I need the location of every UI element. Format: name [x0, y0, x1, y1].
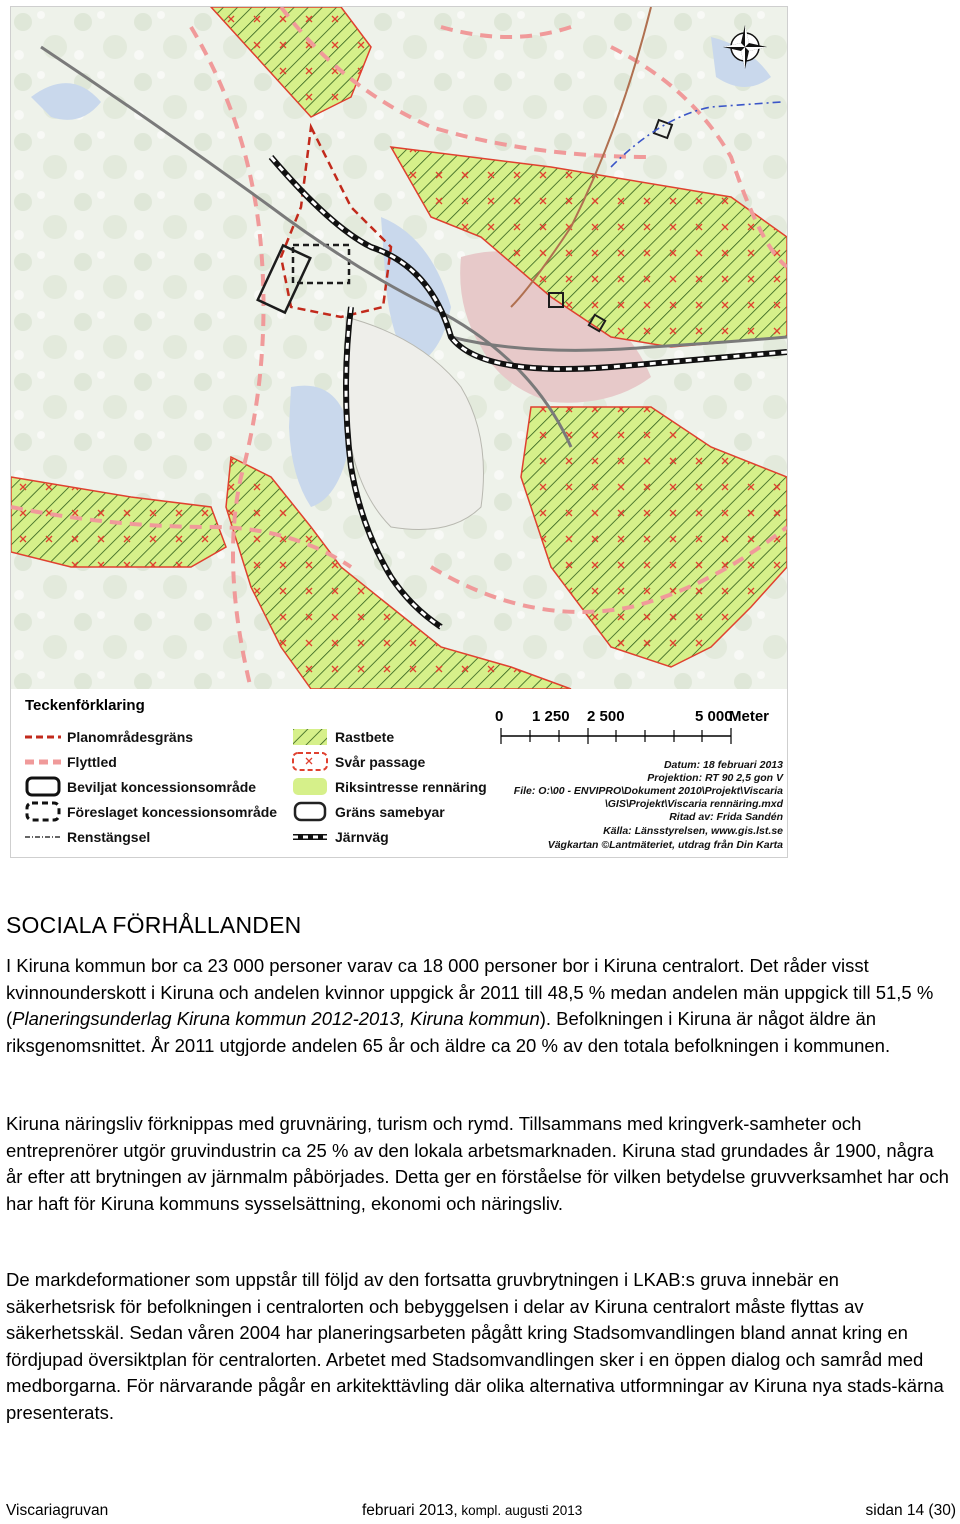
meta-file-2: \GIS\Projekt\Viscaria rennäring.mxd [604, 798, 783, 810]
scale-label-5000: 5 000 [695, 708, 733, 725]
paragraph-industry: Kiruna näringsliv förknippas med gruvnäring, turism och rymd. Tillsammans med kringverk-samheter och entreprenörer utgör gruvindustrin ca 25 % av den lokala arbetsmarknaden. Kiruna stad grundades år 1900, några år efter att brytningen av järnmalm påbörjades. Detta ger en förståelse för vilken betydelse gruvverksamhet har och har haft för Kiruna kommuns sysselsättning, ekonomi och näringsliv. [6, 1113, 949, 1214]
meta-date: Datum: 18 februari 2013 [663, 759, 783, 771]
scale-label-0: 0 [495, 708, 504, 725]
legend-renstangsel: Renstängsel [67, 829, 151, 845]
legend-jarnvag: Järnväg [335, 829, 389, 845]
legend-foreslaget: Föreslaget koncessionsområde [67, 804, 278, 820]
meta-file-1: File: O:\00 - ENVIPRO\Dokument 2010\Projekt\Viscaria [513, 785, 783, 797]
page-footer [6, 1502, 956, 1524]
paragraph-urban-transformation: De markdeformationer som uppstår till följd av den fortsatta gruvbrytningen i LKAB:s gruva innebär en säkerhetsrisk för befolkningen i centralorten och bebyggelsen i delar av Kiruna centralort måste flyttas av säkerhetsskäl. Sedan våren 2004 har planeringsarbeten pågått kring Stadsomvandlingen bland annat kring en fördjupad översiktplan för centralorten. Arbetet med Stadsomvandlingen sker i en öppen dialog och samråd med medborgarna. För närvarande pågår en arkitekttävling där olika alternativa utformningar av Kiruna nya stads-kärna presenterats. [6, 1269, 944, 1423]
section-heading: SOCIALA FÖRHÅLLANDEN [6, 912, 302, 938]
footer-date [362, 1502, 582, 1520]
footer-date-main: februari 2013, [362, 1502, 458, 1519]
meta-source: Källa: Länsstyrelsen, www.gis.lst.se [603, 825, 783, 837]
rastbete-swatch [293, 729, 327, 745]
legend-planomradesgrans: Planområdesgräns [67, 729, 194, 745]
p1-text-b: ). Befolkningen i Kiruna är något äldre än riksgenomsnittet. År 2011 utgjorde andelen 65 år och äldre ca 20 % av den totala befolkningen i kommunen. [6, 1008, 891, 1056]
meta-drawn-by: Ritad av: Frida Sandén [669, 811, 783, 823]
paragraph-population [6, 953, 951, 1059]
footer-page-number: sidan 14 (30) [865, 1502, 956, 1519]
meta-base-map: Vägkartan ©Lantmäteriet, utdrag från Din Karta [547, 839, 783, 851]
footer-document-name: Viscariagruvan [6, 1502, 109, 1519]
map [10, 6, 788, 858]
legend-svar-passage: Svår passage [335, 754, 426, 770]
legend-flyttled: Flyttled [67, 754, 117, 770]
footer-date-supplement: kompl. augusti 2013 [457, 1503, 583, 1518]
p1-text-a: I Kiruna kommun bor ca 23 000 personer varav ca 18 000 personer bor i Kiruna centralort. Det råder visst kvinnounderskott i Kiruna och andelen kvinnor uppgick år 2011 till 48,5 % medan andelen män uppgick till 51,5 % ( [6, 955, 934, 1029]
legend-title: Teckenförklaring [25, 697, 145, 714]
map-canvas [11, 7, 787, 857]
scale-label-2500: 2 500 [587, 708, 625, 725]
legend-grans-samebyar: Gräns samebyar [335, 804, 445, 820]
riksintresse-swatch [293, 778, 327, 795]
legend-rastbete: Rastbete [335, 729, 395, 745]
legend-beviljat: Beviljat koncessionsområde [67, 779, 257, 795]
scale-label-1250: 1 250 [532, 708, 570, 725]
legend-riksintresse: Riksintresse rennäring [335, 779, 487, 795]
scale-unit: Meter [729, 708, 770, 725]
meta-projection: Projektion: RT 90 2,5 gon V [647, 772, 783, 784]
p1-citation: Planeringsunderlag Kiruna kommun 2012-2013, Kiruna kommun [12, 1008, 540, 1029]
